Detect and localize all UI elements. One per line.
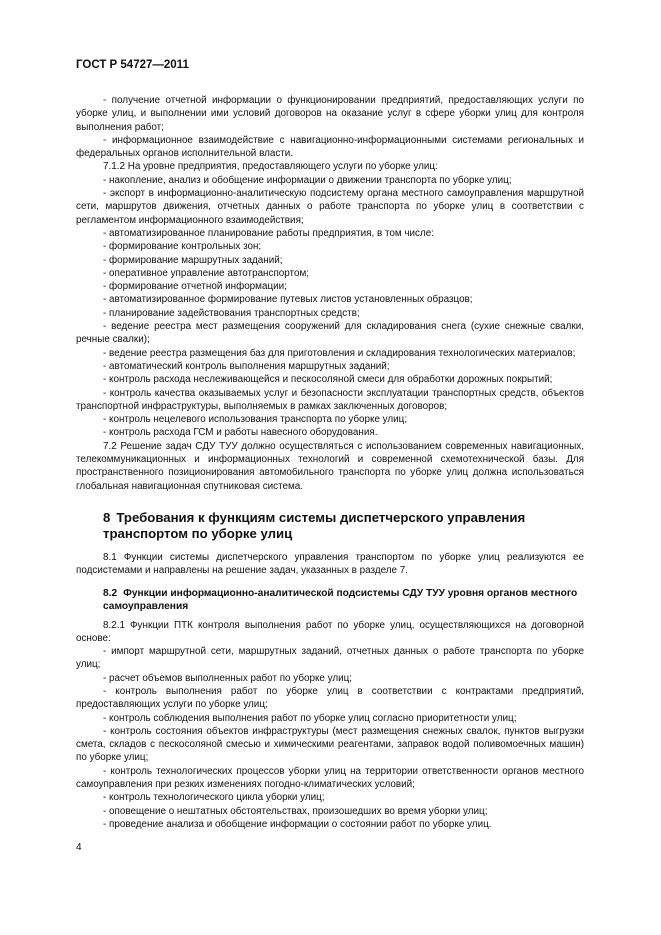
paragraph: - контроль качества оказываемых услуг и безопасности эксплуатации транспортных средств, объектов транспортной инфраструктуры, выполняемых в рамках заключенных договоров;: [76, 387, 584, 412]
paragraph: - контроль выполнения работ по уборке улиц в соответствии с контрактами предприятий, предоставляющих услуги по уборке улиц;: [76, 685, 584, 711]
page-content: [76, 94, 584, 831]
paragraph: - контроль расхода неслеживающейся и пескосоляной смеси для обработки дорожных покрытий;: [103, 374, 553, 386]
section-title: Требования к функциям системы диспетчерского управления транспортом по уборке улиц: [103, 509, 526, 541]
paragraph: 7.1.2 На уровне предприятия, предоставляющего услуги по уборке улиц:: [103, 161, 438, 173]
section-intro: 8.1 Функции системы диспетчерского управления транспортом по уборке улиц реализуются ее подсистемами и направлены на решение задач, указанных в разделе 7.: [76, 551, 584, 577]
paragraph-group-a: [76, 94, 584, 493]
section-heading: [76, 510, 584, 542]
paragraph: - формирование контрольных зон;: [103, 241, 262, 253]
paragraph: 7.2 Решение задач СДУ ТУУ должно осуществляться с использованием современных навигационных, телекоммуникационных и информационных технологий и современной схемотехнической базы. Для пространственного позиционирования автомобильного транспорта по уборке улиц должна использоваться глобальная навигационная спутниковая система.: [76, 440, 584, 492]
paragraph: - контроль расхода ГСМ и работы навесного оборудования.: [103, 427, 378, 439]
paragraph: - экспорт в информационно-аналитическую подсистему органа местного самоуправления маршрутной сети, маршрутов движения, отчетных данных о работе транспорта по уборке улиц в соответствии с регламентом информационного взаимодействия;: [76, 188, 584, 226]
page-number: 4: [76, 842, 82, 853]
paragraph: - оперативное управление автотранспортом;: [103, 267, 309, 279]
paragraph: - информационное взаимодействие с навигационно-информационными системами региональных и федеральных органов исполнительной власти.: [76, 134, 584, 160]
subsection-title: Функции информационно-аналитической подсистемы СДУ ТУУ уровня органов местного самоуправления: [103, 587, 578, 612]
paragraph: - накопление, анализ и обобщение информации о движении транспорта по уборке улиц;: [103, 174, 512, 186]
paragraph: - формирование маршрутных заданий;: [103, 254, 283, 266]
paragraph: - контроль состояния объектов инфраструктуры (мест размещения снежных свалок, пунктов выгрузки смета, складов с пескосоляной смесью и химическими реагентами, заправок водой поливомоечных машин) по уборке улиц;: [76, 725, 584, 764]
paragraph: - ведение реестра размещения баз для приготовления и складирования технологических материалов;: [103, 347, 576, 359]
paragraph: - ведение реестра мест размещения сооружений для складирования снега (сухие снежные свалки, речные свалки);: [76, 321, 584, 346]
paragraph: - импорт маршрутной сети, маршрутных заданий, отчетных данных о работе транспорта по уборке улиц;: [76, 646, 584, 671]
paragraph: 8.2.1 Функции ПТК контроля выполнения работ по уборке улиц, осуществляющихся на договорной основе:: [76, 619, 584, 644]
section-number: 8: [103, 509, 111, 525]
paragraph: - расчет объемов выполненных работ по уборке улиц;: [103, 672, 353, 684]
paragraph: - формирование отчетной информации;: [103, 281, 287, 293]
paragraph: - планирование задействования транспортных средств;: [103, 307, 360, 319]
paragraph: - контроль технологического цикла уборки улиц;: [103, 792, 325, 804]
paragraph: - получение отчетной информации о функционировании предприятий, предоставляющих услуги по уборке улиц, и выполнении ими условий договоров на оказание услуг в сфере уборки улиц для контроля выполнения работ;: [76, 95, 584, 133]
paragraph: - автоматизированное формирование путевых листов установленных образцов;: [103, 294, 473, 306]
paragraph: - контроль соблюдения выполнения работ по уборке улиц согласно приоритетности улиц;: [103, 712, 517, 724]
paragraph: - автоматический контроль выполнения маршрутных заданий;: [103, 360, 390, 372]
paragraph-group-b: [76, 619, 584, 832]
paragraph: - проведение анализа и обобщение информации о состоянии работ по уборке улиц.: [103, 818, 492, 830]
paragraph: - контроль технологических процессов уборки улиц на территории ответственности органов местного самоуправления при резких изменениях погодно-климатических условий;: [76, 765, 584, 791]
paragraph: - контроль нецелевого использования транспорта по уборке улиц;: [103, 414, 408, 426]
subsection-heading: [76, 587, 584, 613]
document-header: ГОСТ Р 54727—2011: [76, 59, 189, 71]
paragraph: - оповещение о нештатных обстоятельствах, произошедших во время уборки улиц;: [103, 805, 488, 817]
subsection-number: 8.2: [103, 587, 118, 599]
paragraph: - автоматизированное планирование работы предприятия, в том числе:: [103, 227, 434, 239]
